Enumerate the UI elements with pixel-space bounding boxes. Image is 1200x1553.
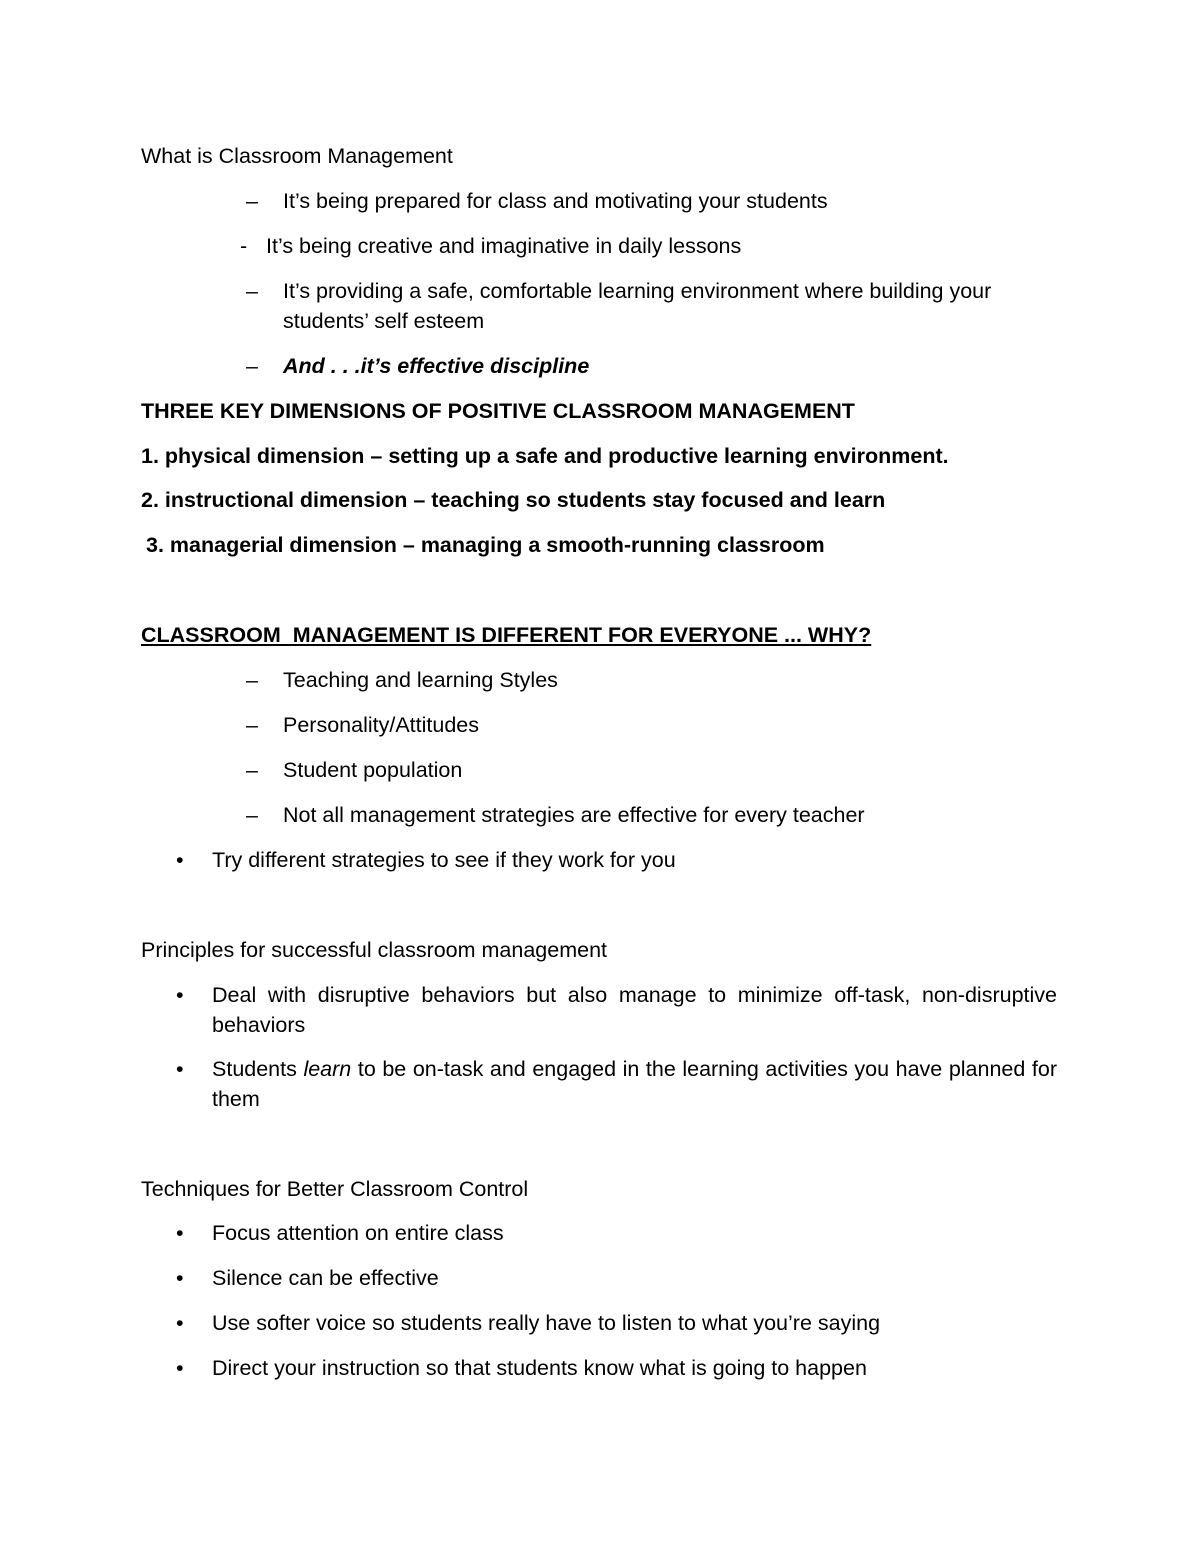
text-segment: to be on-task and engaged in the learning activities you have planned for them	[212, 1057, 1057, 1111]
bullet-marker: •	[176, 848, 184, 872]
numbered-item: 1. physical dimension – setting up a safe and productive learning environment.	[141, 444, 949, 468]
list-item: Teaching and learning Styles	[283, 668, 558, 692]
list-item	[212, 1054, 1057, 1114]
list-item: Personality/Attitudes	[283, 713, 479, 737]
list-item: Silence can be effective	[212, 1266, 439, 1290]
dash-marker: –	[246, 189, 258, 213]
list-item: Student population	[283, 758, 463, 782]
list-item: It’s providing a safe, comfortable learning environment where building your students’ self esteem	[283, 279, 992, 333]
dash-marker: –	[246, 758, 258, 782]
numbered-item: 3. managerial dimension – managing a smooth-running classroom	[146, 533, 825, 557]
section-heading-techniques: Techniques for Better Classroom Control	[141, 1177, 529, 1201]
list-item: And . . .it’s effective discipline	[283, 354, 590, 378]
numbered-item: 2. instructional dimension – teaching so students stay focused and learn	[141, 488, 886, 512]
list-item: Not all management strategies are effective for every teacher	[283, 803, 865, 827]
list-item: Try different strategies to see if they work for you	[212, 848, 676, 872]
section-heading-principles: Principles for successful classroom management	[141, 938, 608, 962]
emphasis-text: learn	[303, 1057, 352, 1081]
list-item: It’s being prepared for class and motivating your students	[283, 189, 828, 213]
dash-marker: –	[246, 668, 258, 692]
section-heading-different: CLASSROOM MANAGEMENT IS DIFFERENT FOR EVERYONE ... WHY?	[141, 623, 872, 647]
bullet-marker: •	[176, 983, 184, 1007]
list-item: Use softer voice so students really have to listen to what you’re saying	[212, 1311, 881, 1335]
bullet-marker: •	[176, 1057, 184, 1081]
text-segment: Students	[212, 1057, 297, 1081]
bullet-marker: •	[176, 1221, 184, 1245]
dash-marker: –	[246, 803, 258, 827]
dash-marker: –	[246, 354, 258, 378]
list-item: Focus attention on entire class	[212, 1221, 504, 1245]
dash-marker: -	[240, 234, 248, 258]
bullet-marker: •	[176, 1266, 184, 1290]
list-item: Direct your instruction so that students know what is going to happen	[212, 1356, 867, 1380]
bullet-marker: •	[176, 1356, 184, 1380]
list-item: It’s being creative and imaginative in daily lessons	[266, 234, 742, 258]
dash-marker: –	[246, 279, 258, 303]
list-item: Deal with disruptive behaviors but also manage to minimize off-task, non-disruptive behaviors	[212, 983, 1057, 1037]
dash-marker: –	[246, 713, 258, 737]
bullet-marker: •	[176, 1311, 184, 1335]
section-heading-what-is: What is Classroom Management	[141, 144, 453, 168]
section-heading-three-key: THREE KEY DIMENSIONS OF POSITIVE CLASSROOM MANAGEMENT	[141, 399, 855, 423]
